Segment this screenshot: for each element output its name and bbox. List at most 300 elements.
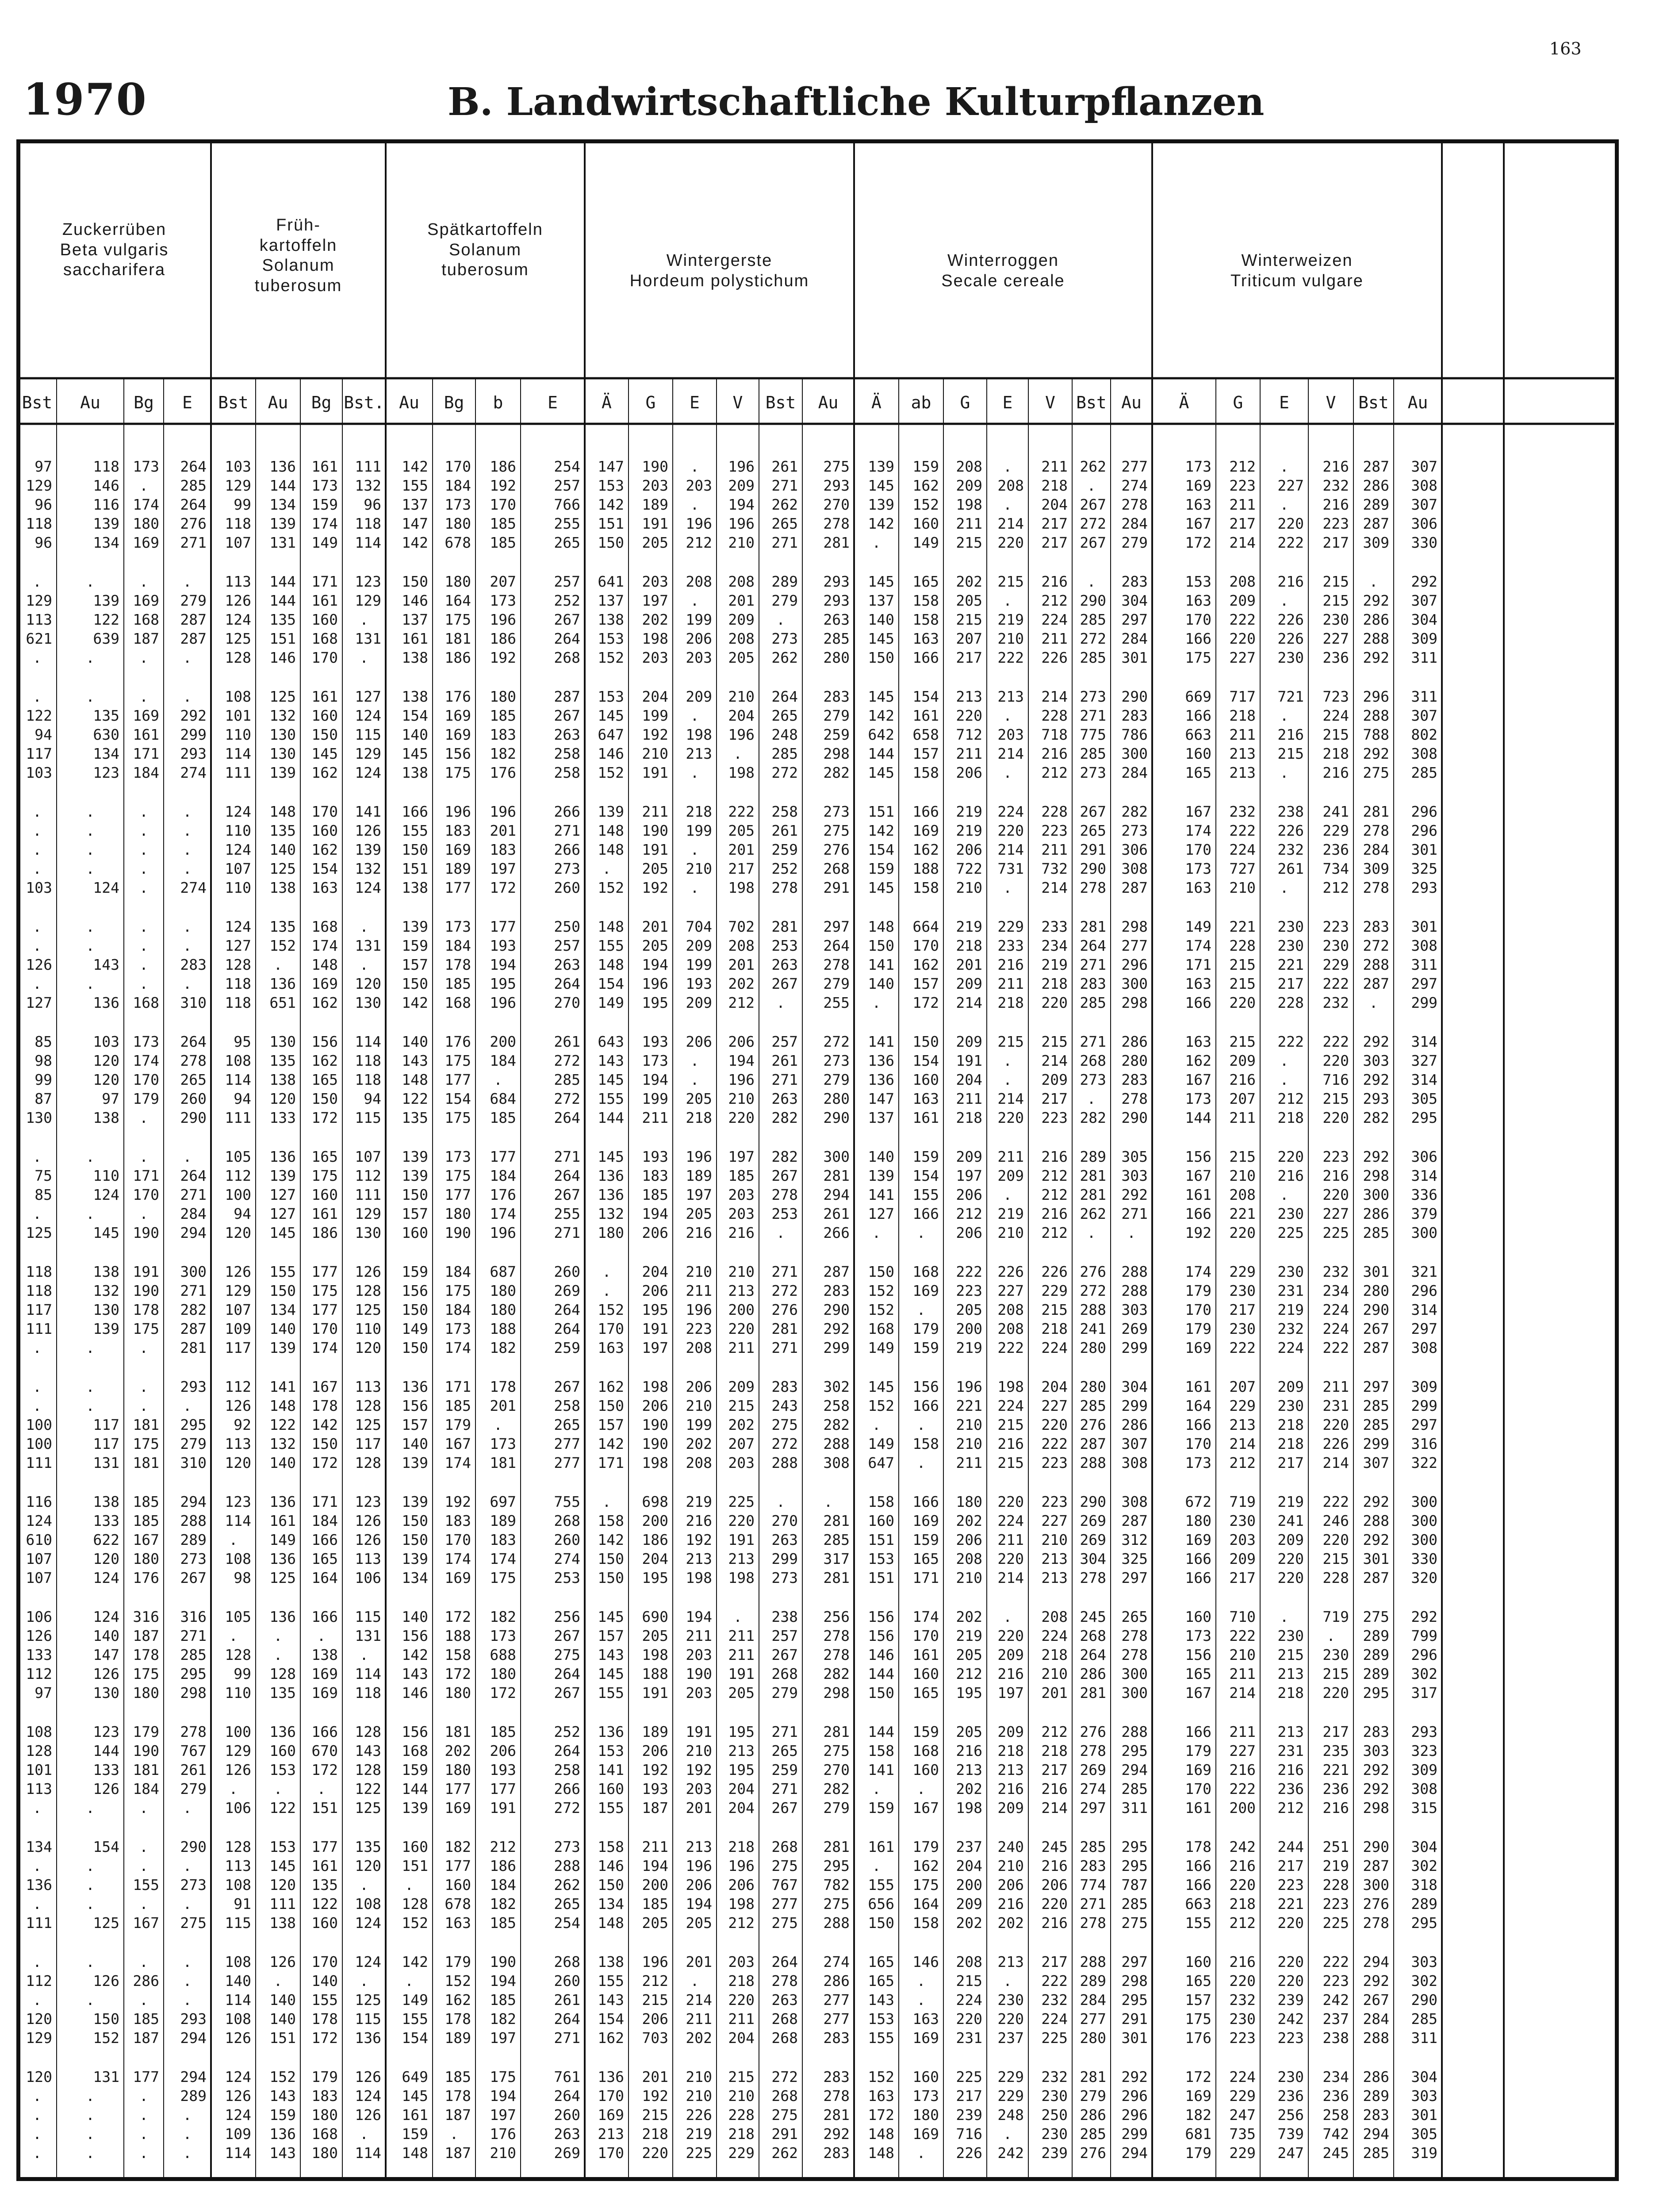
table-cell: 761 — [554, 2068, 580, 2085]
table-cell: 212 — [1229, 1454, 1256, 1471]
table-cell: . — [916, 1972, 926, 1989]
table-cell: 642 — [868, 726, 894, 743]
table-cell: 214 — [997, 1090, 1024, 1107]
table-cell: 136 — [269, 458, 296, 475]
table-cell: . — [872, 1224, 881, 1241]
table-cell: 285 — [1363, 1416, 1389, 1433]
table-cell: 198 — [997, 1378, 1024, 1395]
table-cell: 272 — [771, 764, 798, 781]
table-cell: 214 — [1041, 879, 1068, 896]
table-cell: 274 — [1121, 477, 1148, 494]
table-cell: 218 — [956, 937, 982, 954]
table-cell: 767 — [771, 1876, 798, 1893]
table-cell: 187 — [445, 2106, 471, 2124]
table-cell: . — [86, 2125, 95, 2143]
table-cell: 271 — [1080, 956, 1106, 973]
table-cell: 220 — [1041, 1416, 1068, 1433]
table-cell: 162 — [1185, 1052, 1211, 1069]
table-cell: 216 — [1041, 745, 1068, 762]
table-cell: 202 — [686, 2029, 712, 2047]
table-cell: 189 — [445, 2029, 471, 2047]
table-cell: . — [139, 1205, 148, 1222]
table-cell: 220 — [642, 2144, 668, 2162]
table-cell: 703 — [642, 2029, 668, 2047]
table-cell: 171 — [598, 1454, 624, 1471]
table-cell: 169 — [912, 822, 939, 839]
table-cell: 212 — [1229, 458, 1256, 475]
table-cell: 143 — [269, 2144, 296, 2162]
table-cell: 197 — [490, 2029, 516, 2047]
table-cell: 212 — [490, 1838, 516, 1855]
table-cell: 166 — [1185, 1857, 1211, 1874]
table-cell: 237 — [1322, 2010, 1349, 2028]
table-cell: 139 — [269, 764, 296, 781]
table-cell: 678 — [445, 1895, 471, 1912]
table-cell: 128 — [402, 1895, 428, 1912]
table-cell: 164 — [311, 1569, 338, 1586]
table-cell: 145 — [868, 573, 894, 590]
table-cell: 277 — [823, 2010, 850, 2028]
table-cell: 167 — [311, 1378, 338, 1395]
table-cell: 144 — [868, 1665, 894, 1682]
table-cell: 265 — [180, 1071, 207, 1088]
table-cell: 282 — [771, 1109, 798, 1126]
table-cell: 136 — [269, 1608, 296, 1625]
table-cell: 248 — [771, 726, 798, 743]
table-cell: 212 — [956, 1205, 982, 1222]
table-cell: 308 — [823, 1454, 850, 1471]
table-cell: 284 — [1363, 841, 1389, 858]
table-cell: 222 — [1229, 822, 1256, 839]
table-cell: 98 — [234, 1569, 251, 1586]
table-cell: 292 — [1411, 1608, 1437, 1625]
table-cell: 166 — [311, 1723, 338, 1740]
table-cell: 264 — [554, 975, 580, 992]
table-cell: 180 — [133, 1684, 159, 1701]
table-cell: . — [183, 2144, 192, 2162]
table-cell: 264 — [823, 937, 850, 954]
table-cell: 150 — [598, 1397, 624, 1414]
table-cell: 232 — [1322, 477, 1349, 494]
table-cell: 277 — [771, 1895, 798, 1912]
column-header: G — [645, 393, 656, 412]
table-cell: 208 — [997, 477, 1024, 494]
table-cell: 145 — [868, 630, 894, 647]
table-cell: 127 — [355, 688, 381, 705]
table-cell: . — [86, 1339, 95, 1356]
table-cell: 132 — [355, 860, 381, 877]
table-cell: 124 — [26, 1512, 52, 1529]
table-cell: 170 — [311, 803, 338, 820]
column-header: Bst — [1358, 393, 1389, 412]
table-cell: 157 — [912, 745, 939, 762]
table-cell: . — [139, 477, 148, 494]
table-cell: 190 — [490, 1953, 516, 1970]
table-cell: 140 — [402, 1033, 428, 1050]
table-cell: 130 — [93, 1684, 119, 1701]
table-cell: 169 — [1185, 1761, 1211, 1778]
table-cell: 287 — [1121, 1512, 1148, 1529]
table-cell: 177 — [490, 1148, 516, 1165]
table-cell: 194 — [642, 956, 668, 973]
table-cell: 141 — [598, 1761, 624, 1778]
table-cell: 173 — [133, 1033, 159, 1050]
table-cell: 185 — [133, 1493, 159, 1510]
table-cell: 181 — [490, 1454, 516, 1471]
table-cell: 161 — [912, 1646, 939, 1663]
table-cell: 292 — [1363, 649, 1389, 666]
table-cell: 217 — [1322, 534, 1349, 551]
table-cell: 306 — [1411, 1148, 1437, 1165]
table-cell: . — [317, 1780, 326, 1797]
table-cell: 127 — [269, 1186, 296, 1203]
table-cell: 125 — [355, 1301, 381, 1318]
table-cell: 134 — [93, 534, 119, 551]
table-cell: . — [1280, 879, 1289, 896]
table-cell: 288 — [1363, 956, 1389, 973]
table-cell: 288 — [1121, 1723, 1148, 1740]
table-cell: 202 — [956, 1780, 982, 1797]
table-cell: 169 — [311, 975, 338, 992]
table-cell: . — [139, 688, 148, 705]
table-cell: 181 — [445, 1723, 471, 1740]
table-cell: 220 — [997, 1493, 1024, 1510]
table-cell: . — [86, 1857, 95, 1874]
table-cell: 200 — [490, 1033, 516, 1050]
table-cell: 299 — [1411, 994, 1437, 1011]
table-cell: . — [139, 2144, 148, 2162]
table-cell: 173 — [490, 1435, 516, 1452]
table-cell: 292 — [1363, 1148, 1389, 1165]
table-cell: 698 — [642, 1493, 668, 1510]
table-cell: 130 — [355, 1224, 381, 1241]
table-cell: 169 — [311, 1684, 338, 1701]
table-cell: 300 — [1363, 1186, 1389, 1203]
table-cell: 218 — [956, 1109, 982, 1126]
table-cell: . — [1280, 496, 1289, 513]
table-cell: 209 — [997, 1167, 1024, 1184]
table-cell: 229 — [997, 2087, 1024, 2104]
table-cell: 218 — [1041, 975, 1068, 992]
table-cell: 122 — [402, 1090, 428, 1107]
table-cell: 170 — [311, 1953, 338, 1970]
table-cell: 202 — [445, 1742, 471, 1759]
table-cell: 118 — [26, 1263, 52, 1280]
table-cell: 151 — [598, 515, 624, 532]
table-cell: 103 — [26, 879, 52, 896]
table-cell: 152 — [269, 937, 296, 954]
table-cell: 271 — [771, 1071, 798, 1088]
table-cell: 681 — [1185, 2125, 1211, 2143]
table-cell: . — [86, 1953, 95, 1970]
table-cell: 264 — [1080, 937, 1106, 954]
table-cell: 314 — [1411, 1071, 1437, 1088]
table-cell: 271 — [771, 1780, 798, 1797]
table-cell: 276 — [1080, 1723, 1106, 1740]
table-cell: 136 — [26, 1876, 52, 1893]
table-cell: 159 — [912, 1723, 939, 1740]
table-cell: 279 — [823, 1799, 850, 1816]
table-cell: 170 — [1185, 1435, 1211, 1452]
table-cell: 214 — [1229, 534, 1256, 551]
table-cell: 144 — [598, 1109, 624, 1126]
table-cell: 180 — [445, 573, 471, 590]
table-cell: 175 — [445, 1282, 471, 1299]
table-cell: 207 — [728, 1435, 755, 1452]
table-cell: 149 — [402, 1320, 428, 1337]
table-cell: 277 — [1121, 937, 1148, 954]
table-cell: 136 — [269, 1723, 296, 1740]
table-cell: 122 — [311, 1895, 338, 1912]
table-cell: 206 — [686, 1378, 712, 1395]
table-cell: 143 — [868, 1991, 894, 2008]
table-cell: 160 — [402, 1838, 428, 1855]
table-cell: 210 — [1041, 1665, 1068, 1682]
table-cell: . — [33, 2144, 42, 2162]
table-cell: 271 — [554, 1224, 580, 1241]
table-cell: . — [1127, 1224, 1136, 1241]
table-cell: 210 — [1229, 879, 1256, 896]
table-cell: 288 — [1363, 630, 1389, 647]
table-cell: 157 — [402, 1205, 428, 1222]
table-cell: 213 — [686, 1838, 712, 1855]
table-cell: . — [86, 2106, 95, 2124]
table-cell: 288 — [823, 1435, 850, 1452]
table-cell: 223 — [1041, 822, 1068, 839]
table-cell: 293 — [180, 2010, 207, 2028]
table-cell: 202 — [956, 1914, 982, 1932]
table-cell: 275 — [180, 1914, 207, 1932]
table-cell: 299 — [771, 1550, 798, 1567]
table-cell: 136 — [355, 2029, 381, 2047]
table-cell: 272 — [771, 1282, 798, 1299]
table-cell: 204 — [728, 2029, 755, 2047]
table-cell: 291 — [1121, 2010, 1148, 2028]
table-cell: 204 — [1041, 1378, 1068, 1395]
table-cell: 163 — [868, 2087, 894, 2104]
table-cell: 258 — [554, 1397, 580, 1414]
table-cell: 672 — [1185, 1493, 1211, 1510]
table-cell: 205 — [956, 592, 982, 609]
table-cell: 210 — [997, 1857, 1024, 1874]
table-cell: 229 — [997, 2068, 1024, 2085]
table-cell: 182 — [490, 2010, 516, 2028]
table-cell: . — [494, 1416, 502, 1433]
table-cell: 179 — [311, 2068, 338, 2085]
table-cell: . — [824, 1493, 833, 1510]
table-cell: 85 — [34, 1186, 52, 1203]
table-cell: 150 — [868, 1914, 894, 1932]
table-cell: 719 — [1322, 1608, 1349, 1625]
table-cell: 268 — [554, 1512, 580, 1529]
table-cell: 310 — [180, 994, 207, 1011]
table-cell: 192 — [642, 726, 668, 743]
table-cell: 203 — [997, 726, 1024, 743]
table-cell: 278 — [1363, 822, 1389, 839]
table-cell: . — [1003, 707, 1012, 724]
table-cell: 165 — [311, 1550, 338, 1567]
table-cell: 215 — [1041, 1033, 1068, 1050]
table-cell: 157 — [402, 1416, 428, 1433]
table-cell: 137 — [402, 611, 428, 628]
table-cell: 227 — [997, 1282, 1024, 1299]
table-cell: 290 — [823, 1301, 850, 1318]
table-cell: 143 — [598, 1646, 624, 1663]
table-cell: 230 — [1229, 2010, 1256, 2028]
table-cell: 219 — [997, 611, 1024, 628]
table-cell: 123 — [355, 573, 381, 590]
table-cell: 275 — [1121, 1914, 1148, 1932]
table-cell: 122 — [269, 1799, 296, 1816]
table-cell: 160 — [912, 1665, 939, 1682]
table-cell: 264 — [180, 458, 207, 475]
table-cell: 170 — [912, 937, 939, 954]
table-cell: 207 — [956, 630, 982, 647]
table-cell: 166 — [311, 1608, 338, 1625]
table-cell: 226 — [956, 2144, 982, 2162]
table-cell: 285 — [1411, 764, 1437, 781]
table-cell: 193 — [490, 937, 516, 954]
table-cell: 226 — [997, 1263, 1024, 1280]
table-cell: 149 — [868, 1339, 894, 1356]
table-cell: 146 — [598, 1857, 624, 1874]
table-cell: 130 — [355, 994, 381, 1011]
table-cell: 285 — [180, 1646, 207, 1663]
table-cell: 215 — [1041, 1301, 1068, 1318]
table-cell: 211 — [956, 1454, 982, 1471]
table-cell: 209 — [1229, 1052, 1256, 1069]
table-cell: 211 — [642, 803, 668, 820]
table-cell: 248 — [997, 2106, 1024, 2124]
table-cell: . — [33, 975, 42, 992]
table-cell: 184 — [133, 1780, 159, 1797]
table-cell: . — [1369, 573, 1378, 590]
table-cell: 303 — [1121, 1167, 1148, 1184]
table-cell: 116 — [26, 1493, 52, 1510]
table-cell: 198 — [686, 1569, 712, 1586]
table-cell: 212 — [642, 1972, 668, 1989]
table-cell: 282 — [1080, 1109, 1106, 1126]
table-cell: 216 — [1277, 573, 1304, 590]
table-cell: 175 — [445, 611, 471, 628]
table-cell: 144 — [868, 745, 894, 762]
table-cell: 210 — [997, 630, 1024, 647]
table-cell: 196 — [728, 515, 755, 532]
table-cell: 272 — [554, 1799, 580, 1816]
table-cell: 190 — [133, 1282, 159, 1299]
table-cell: 300 — [1411, 1224, 1437, 1241]
table-cell: 220 — [728, 1512, 755, 1529]
table-cell: 141 — [355, 803, 381, 820]
table-cell: 199 — [642, 1090, 668, 1107]
table-cell: 218 — [686, 803, 712, 820]
table-cell: 275 — [1363, 764, 1389, 781]
table-cell: 206 — [1041, 1876, 1068, 1893]
table-cell: . — [916, 1416, 926, 1433]
table-cell: 230 — [1277, 1627, 1304, 1644]
table-cell: 190 — [133, 1742, 159, 1759]
table-cell: 113 — [26, 611, 52, 628]
table-cell: 196 — [686, 1857, 712, 1874]
table-cell: 799 — [1411, 1627, 1437, 1644]
table-cell: 177 — [445, 1857, 471, 1874]
table-cell: 177 — [490, 918, 516, 935]
table-cell: 154 — [868, 841, 894, 858]
table-cell: 224 — [1277, 1339, 1304, 1356]
table-cell: 126 — [225, 1761, 251, 1778]
table-cell: 135 — [269, 822, 296, 839]
table-cell: . — [916, 1301, 926, 1318]
table-cell: 197 — [997, 1684, 1024, 1701]
table-cell: 232 — [1277, 841, 1304, 858]
table-cell: 215 — [1229, 956, 1256, 973]
table-cell: 287 — [1363, 458, 1389, 475]
table-cell: 285 — [1363, 1397, 1389, 1414]
table-cell: 142 — [868, 515, 894, 532]
table-cell: 212 — [1277, 1799, 1304, 1816]
table-cell: . — [405, 1972, 414, 1989]
table-cell: 298 — [180, 1684, 207, 1701]
table-cell: 120 — [93, 1052, 119, 1069]
table-cell: 289 — [1080, 1148, 1106, 1165]
table-cell: 279 — [823, 707, 850, 724]
table-cell: 224 — [1041, 611, 1068, 628]
table-cell: 103 — [26, 764, 52, 781]
table-cell: 126 — [225, 592, 251, 609]
table-cell: 213 — [1277, 1665, 1304, 1682]
table-cell: 148 — [598, 1914, 624, 1932]
table-cell: . — [183, 688, 192, 705]
table-cell: . — [690, 458, 699, 475]
table-cell: 222 — [997, 1339, 1024, 1356]
table-cell: 151 — [868, 803, 894, 820]
table-cell: . — [602, 1263, 611, 1280]
table-cell: 256 — [823, 1608, 850, 1625]
table-cell: 211 — [1041, 458, 1068, 475]
table-cell: 670 — [311, 1742, 338, 1759]
table-cell: . — [33, 1205, 42, 1222]
table-cell: 192 — [490, 649, 516, 666]
table-cell: 206 — [956, 841, 982, 858]
table-cell: 293 — [180, 1378, 207, 1395]
table-cell: 166 — [1185, 630, 1211, 647]
table-cell: 208 — [1041, 1608, 1068, 1625]
table-cell: 216 — [1041, 1148, 1068, 1165]
table-cell: 168 — [912, 1263, 939, 1280]
table-cell: 150 — [912, 1033, 939, 1050]
table-cell: 278 — [823, 515, 850, 532]
column-header: Bst — [218, 393, 249, 412]
table-cell: 230 — [1277, 649, 1304, 666]
table-cell: 174 — [445, 1454, 471, 1471]
table-cell: 145 — [402, 745, 428, 762]
table-cell: 177 — [445, 1780, 471, 1797]
table-cell: 702 — [728, 918, 755, 935]
table-cell: 223 — [1229, 477, 1256, 494]
table-cell: 245 — [1041, 1838, 1068, 1855]
table-cell: 273 — [1121, 822, 1148, 839]
table-cell: 290 — [1080, 592, 1106, 609]
table-cell: 220 — [956, 707, 982, 724]
table-cell: 292 — [1363, 1972, 1389, 1989]
table-cell: 289 — [1080, 1972, 1106, 1989]
table-cell: 124 — [93, 1569, 119, 1586]
table-cell: 170 — [445, 1531, 471, 1548]
table-cell: 148 — [598, 841, 624, 858]
table-cell: 227 — [1229, 1742, 1256, 1759]
table-cell: 296 — [1121, 2087, 1148, 2104]
table-cell: 201 — [686, 1799, 712, 1816]
